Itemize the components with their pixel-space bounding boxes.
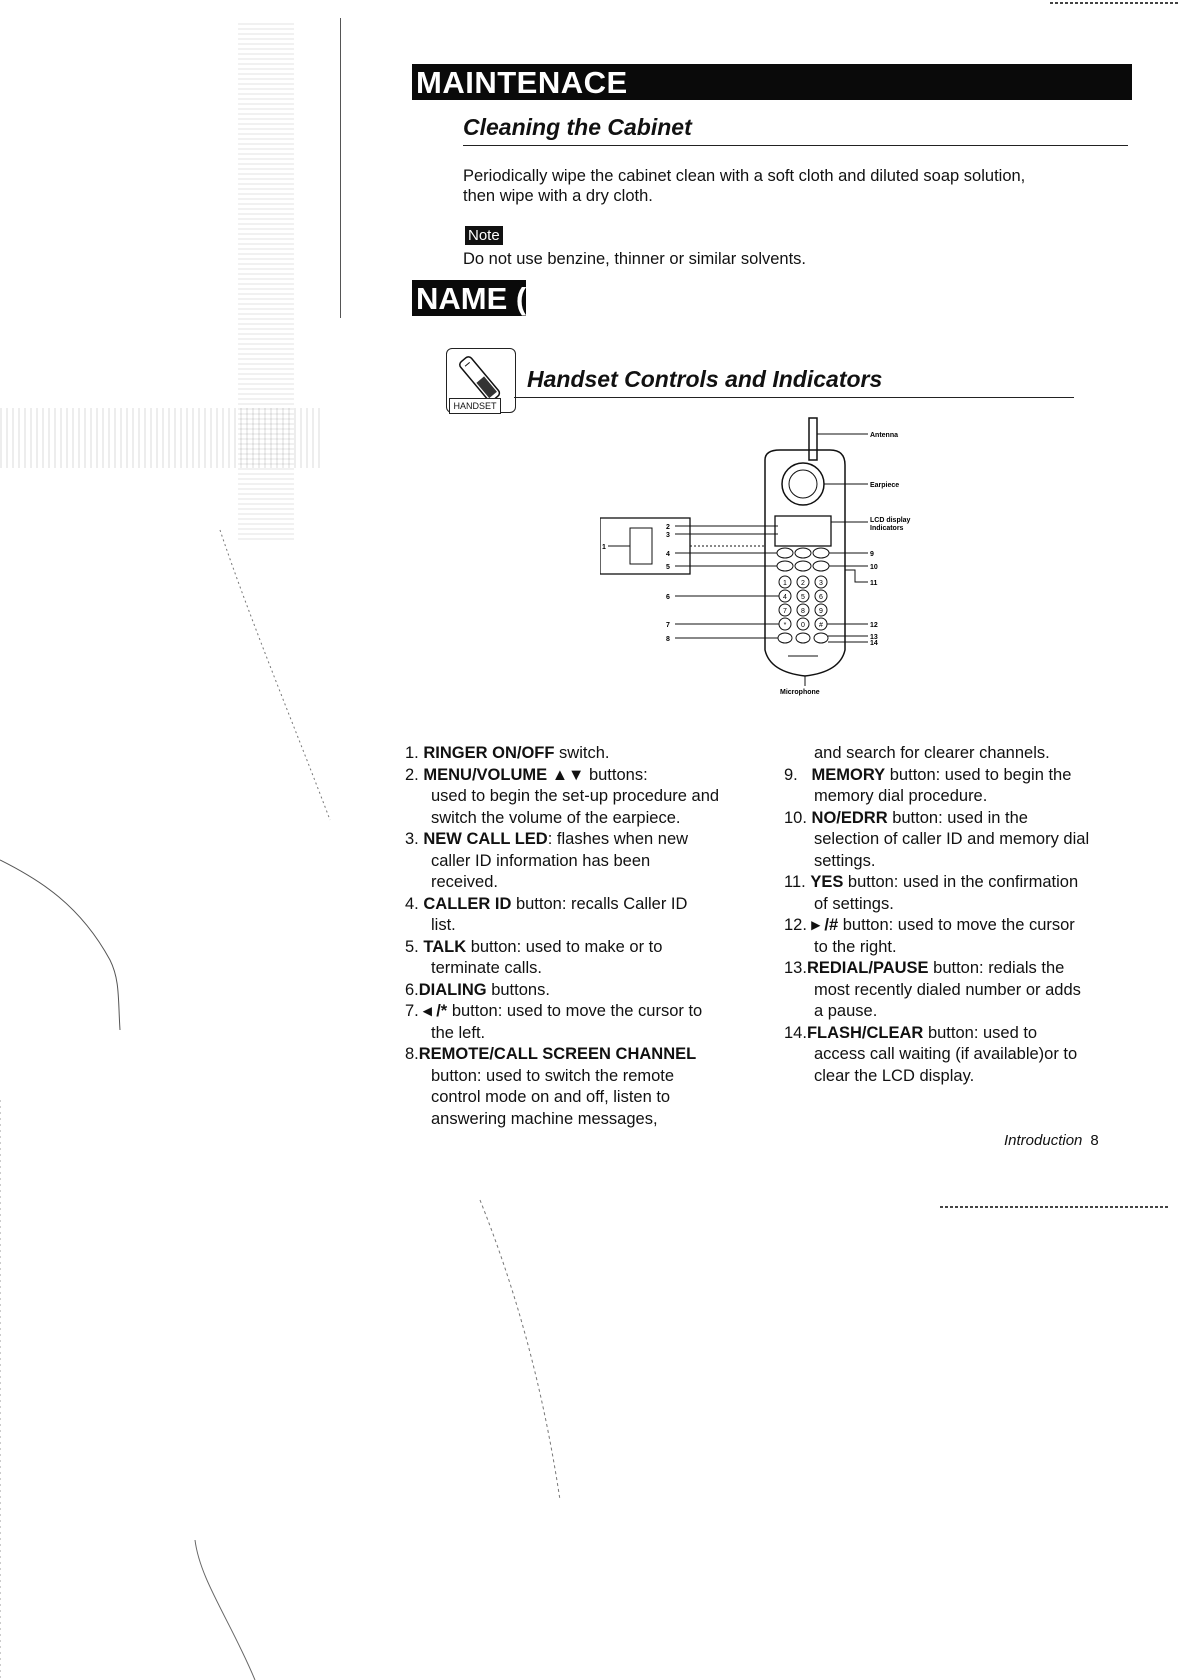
earpiece-inner bbox=[789, 470, 817, 498]
key-4: 4 bbox=[783, 594, 787, 601]
list-item: 3. NEW CALL LED: flashes when new bbox=[405, 830, 689, 848]
list-item: 10. NO/EDRR button: used in the bbox=[784, 808, 1028, 827]
list-item: 8.REMOTE/CALL SCREEN CHANNEL bbox=[405, 1045, 697, 1063]
num-6: 6 bbox=[666, 594, 670, 601]
subtitle-rule bbox=[463, 145, 1128, 146]
num-4: 4 bbox=[666, 551, 670, 558]
page-footer bbox=[1004, 1132, 1099, 1149]
num-10: 10 bbox=[870, 564, 878, 571]
key-star: * bbox=[783, 622, 787, 629]
num-2: 2 bbox=[666, 524, 670, 531]
cleaning-paragraph: Periodically wipe the cabinet clean with a soft cloth and diluted soap solution, then wipe with a dry cloth. bbox=[463, 167, 1026, 205]
list-item: 1. RINGER ON/OFF switch. bbox=[405, 744, 610, 762]
list-item: 2. MENU/VOLUME ▲▼ buttons: bbox=[405, 765, 648, 784]
key-5: 5 bbox=[801, 594, 805, 601]
list-item: 12. ▸ /# button: used to move the cursor bbox=[784, 916, 1075, 934]
btn-shape-h bbox=[796, 633, 810, 643]
list-item: 11. YES button: used in the confirmation bbox=[784, 873, 1079, 891]
num-11: 11 bbox=[870, 580, 878, 587]
list-item: 7. ◂ /* button: used to move the cursor to bbox=[405, 1002, 703, 1020]
btn-shape-f bbox=[813, 561, 829, 571]
btn-shape-b bbox=[795, 548, 811, 558]
section-title-name: NAME ( bbox=[412, 280, 526, 316]
controls-list-left: 1. RINGER ON/OFF switch. 2. MENU/VOLUME ▲▼ buttons: used to begin the set-up procedure and switch the volume of the earpiece. 3. NEW CALL LED: flashes when new caller ID information has been received. 4. CALLER ID button: recalls Caller ID list. 5. TALK button: used to make or to terminate calls. 6.DIALING buttons. 7. ◂ /* button: used to move the cursor to the left. 8.REMOTE/CALL SCREEN CHANNEL button: used to switch the remote control mode on and off, listen to answering machine messages, bbox=[405, 743, 765, 1130]
num-8: 8 bbox=[666, 636, 670, 643]
num-13: 13 bbox=[870, 634, 878, 641]
key-2: 2 bbox=[801, 580, 805, 587]
label-earpiece: Earpiece bbox=[870, 482, 900, 489]
note-label: Note bbox=[465, 226, 503, 245]
footer-section-label: Introduction bbox=[1004, 1132, 1083, 1149]
btn-shape-c bbox=[813, 548, 829, 558]
num-1: 1 bbox=[602, 544, 606, 551]
subtitle-handset-controls: Handset Controls and Indicators bbox=[527, 366, 883, 392]
note-text: Do not use benzine, thinner or similar solvents. bbox=[463, 250, 807, 268]
earpiece-shape bbox=[782, 463, 824, 505]
list-item: 5. TALK button: used to make or to bbox=[405, 937, 663, 956]
btn-shape-g bbox=[778, 633, 792, 643]
list-item: 6.DIALING buttons. bbox=[405, 980, 550, 999]
handset-icon-label: HANDSET bbox=[449, 398, 501, 414]
switch-shape bbox=[630, 528, 652, 564]
list-item: 4. CALLER ID button: recalls Caller ID bbox=[405, 894, 688, 913]
num-14: 14 bbox=[870, 640, 878, 647]
subtitle-rule-2 bbox=[514, 397, 1074, 398]
antenna-shape bbox=[809, 418, 817, 460]
btn-shape-a bbox=[777, 548, 793, 558]
key-6: 6 bbox=[819, 594, 823, 601]
page-number: 8 bbox=[1090, 1132, 1099, 1149]
subtitle-cleaning-cabinet: Cleaning the Cabinet bbox=[463, 114, 692, 140]
controls-list-right: and search for clearer channels. 9. MEMORY button: used to begin the memory dial procedure. 10. NO/EDRR button: used in the selection of caller ID and memory dial settings. 11. YES button: used in the confirmation of settings. 12. ▸ /# button: used to move the cursor to the right. 13.REDIAL/PAUSE button: redials the most recently dialed number or adds a pause. 14.FLASH/CLEAR button: used to access call waiting (if available)or to clear the LCD display. bbox=[784, 743, 1124, 1087]
num-3: 3 bbox=[666, 532, 670, 539]
num-7: 7 bbox=[666, 622, 670, 629]
btn-shape-i bbox=[814, 633, 828, 643]
btn-shape-d bbox=[777, 561, 793, 571]
key-hash: # bbox=[819, 622, 823, 629]
lcd-shape bbox=[775, 516, 831, 546]
num-9: 9 bbox=[870, 551, 874, 558]
list-item: 14.FLASH/CLEAR button: used to bbox=[784, 1023, 1038, 1042]
label-microphone: Microphone bbox=[780, 689, 820, 696]
list-item: 9. MEMORY button: used to begin the bbox=[784, 765, 1072, 784]
key-1: 1 bbox=[783, 580, 787, 587]
key-9: 9 bbox=[819, 608, 823, 615]
btn-shape-e bbox=[795, 561, 811, 571]
key-3: 3 bbox=[819, 580, 823, 587]
label-lcd-1: LCD display bbox=[870, 517, 911, 524]
key-7: 7 bbox=[783, 608, 787, 615]
num-5: 5 bbox=[666, 564, 670, 571]
num-12: 12 bbox=[870, 622, 878, 629]
key-0: 0 bbox=[801, 622, 805, 629]
key-8: 8 bbox=[801, 608, 805, 615]
label-lcd-2: Indicators bbox=[870, 525, 904, 532]
section-title-maintenance: MAINTENACE bbox=[412, 64, 1132, 100]
label-antenna: Antenna bbox=[870, 432, 898, 439]
list-item: 13.REDIAL/PAUSE button: redials the bbox=[784, 959, 1065, 977]
handset-diagram bbox=[600, 410, 930, 710]
